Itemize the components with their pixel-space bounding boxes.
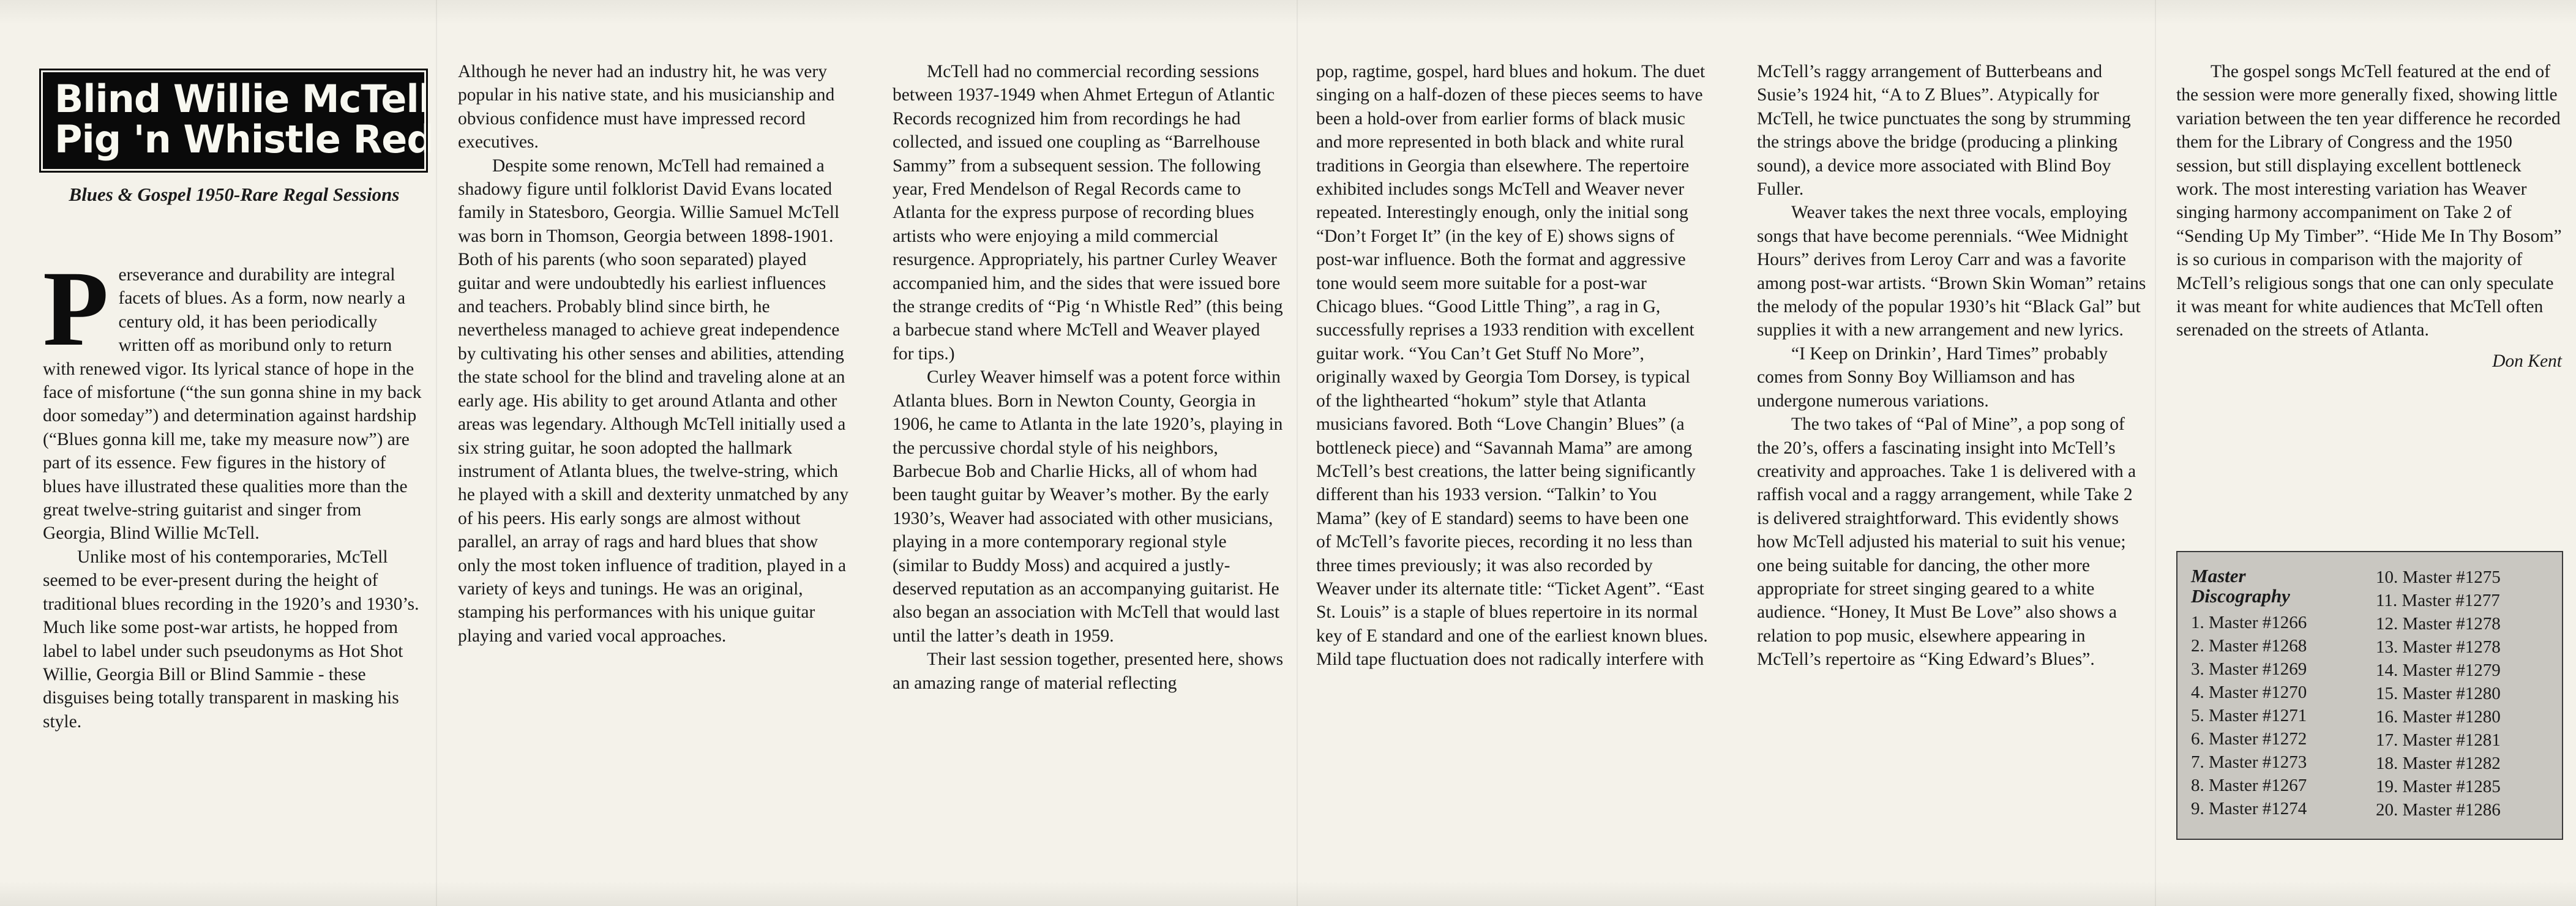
column-6 [2176, 60, 2562, 373]
discography-title-line-1: Master [2191, 565, 2246, 586]
paragraph: Their last session together, presented here, shows an amazing range of material reflecting [893, 650, 1284, 693]
discography-entry: 7. Master #1273 [2191, 752, 2307, 772]
discography-entry: 12. Master #1278 [2376, 614, 2501, 634]
discography-entry: 13. Master #1278 [2376, 637, 2501, 657]
discography-entry: 1. Master #1266 [2191, 613, 2307, 632]
paragraph: Despite some renown, McTell had remained a shadowy figure until folklorist David Evans located family in Statesboro, Georgia. Willie Samuel McTell was born in Thomson, Georgia between 1898-1901. Both of his parents (who soon separated) played guitar and were undoubtedly his earliest influences and teachers. Probably blind since birth, he nevertheless managed to achieve great independence by cultivating his other senses and abilities, attending the state school for the blind and traveling alone at an early age. His ability to get around Atlanta and other areas was legendary. Although McTell initially used a six string guitar, he soon adopted the hallmark instrument of Atlanta blues, the twelve-string, which he played with a skill and dexterity unmatched by any of his peers. His early songs are almost without parallel, an array of rags and hard blues that show only the most token influence of tradition, played in a variety of keys and tunings. He was an original, stamping his performances with his unique guitar playing and varied vocal approaches. [458, 155, 849, 646]
panel-fold [1297, 0, 1298, 906]
album-subtitle: Blues & Gospel 1950-Rare Regal Sessions [69, 184, 400, 205]
discography-entry: 4. Master #1270 [2191, 683, 2307, 702]
discography-entry: 19. Master #1285 [2376, 777, 2501, 796]
column-2 [458, 60, 850, 648]
album-title-line-2: Pig 'n Whistle Red [54, 117, 433, 162]
discography-entry: 3. Master #1269 [2191, 659, 2307, 679]
album-title-line-1: Blind Willie McTell [54, 77, 431, 121]
discography-entry: 2. Master #1268 [2191, 636, 2307, 656]
discography-entry: 18. Master #1282 [2376, 754, 2501, 773]
paragraph: McTell’s raggy arrangement of Butterbeans and Susie’s 1924 hit, “A to Z Blues”. Atypically for McTell, he twice punctuates the song by strumming the strings above the bridge (producing a plinking sound), a device more associated with Blind Boy Fuller. [1757, 62, 2131, 200]
column-4 [1316, 60, 1708, 672]
discography-list-left [2191, 611, 2375, 820]
discography-entry: 11. Master #1277 [2376, 591, 2500, 610]
discography-entry: 17. Master #1281 [2376, 730, 2501, 750]
column-3 [893, 60, 1284, 695]
paragraph [43, 249, 425, 545]
paragraph: Curley Weaver himself was a potent force within Atlanta blues. Born in Newton County, Georgia in 1906, he came to Atlanta in the late 1920’s, playing in the percussive chordal style of his neighbors, Barbecue Bob and Charlie Hicks, all of whom had been taught guitar by Weaver’s mother. By the early 1930’s, Weaver had associated with other musicians, playing in a more contemporary regional style (similar to Buddy Moss) and acquired a justly-deserved reputation as an accompanying guitarist. He also began an association with McTell that would last until the latter’s death in 1959. [893, 367, 1283, 646]
paragraph: Unlike most of his contemporaries, McTell seemed to be ever-present during the height of traditional blues recording in the 1920’s and 1930’s. Much like some post-war artists, he hopped from label to label under such pseudonyms as Hot Shot Willie, Georgia Bill or Blind Sammie - these disguises being totally transparent in masking his style. [43, 547, 419, 732]
panel-fold [2155, 0, 2156, 906]
paragraph: Although he never had an industry hit, he was very popular in his native state, and his musicianship and obvious confidence must have impressed record executives. [458, 62, 835, 152]
column-5 [1757, 60, 2149, 672]
panel-fold [436, 0, 437, 906]
paragraph: Weaver takes the next three vocals, employing songs that have become perennials. “Wee Midnight Hours” derives from Leroy Carr and was a favorite among post-war artists. “Brown Skin Woman” retains the melody of the popular 1930’s hit “Black Gal” but supplies it with a new arrangement and new lyrics. [1757, 203, 2146, 340]
album-title [43, 72, 433, 169]
paragraph: The gospel songs McTell featured at the end of the session were more generally fixed, showing little variation between the ten year difference he recorded them for the Library of Congress and the 1950 session, but still displaying excellent bottleneck work. The most interesting variation has Weaver singing harmony accompaniment on Take 2 of “Sending Up My Timber”. “Hide Me In Thy Bosom” is so curious in comparison with the majority of McTell’s religious songs that one can only speculate it was meant for white audiences that McTell often serenaded on the streets of Atlanta. [2176, 62, 2562, 340]
paragraph: “I Keep on Drinkin’, Hard Times” probably comes from Sonny Boy Williamson and has undergone numerous variations. [1757, 343, 2108, 411]
paragraph: pop, ragtime, gospel, hard blues and hokum. The duet singing on a half-dozen of these pieces seems to have been a hold-over from earlier forms of black music and more represented in both black and white rural traditions in Georgia than elsewhere. The repertoire exhibited includes songs McTell and Weaver never repeated. Interestingly enough, only the initial song “Don’t Forget It” (in the key of E) shows signs of post-war influence. Both the format and aggressive tone would seem more suitable for a post-war Chicago blues. “Good Little Thing”, a rag in G, successfully reprises a 1933 rendition with excellent guitar work. “You Can’t Get Stuff No More”, originally waxed by Georgia Tom Dorsey, is typical of the lighthearted “hokum” style that Atlanta musicians favored. Both “Love Changin’ Blues” (a bottleneck piece) and “Savannah Mama” are among McTell’s best creations, the latter being significantly different than his 1933 version. “Talkin’ to You Mama” (key of E standard) seems to have been one of McTell’s favorite pieces, recording it no less than three times previously; it was also recorded by Weaver under its alternate title: “Ticket Agent”. “East St. Louis” is a staple of blues repertoire in its normal key of E standard and one of the earliest known blues. Mild tape fluctuation does not radically interfere with [1316, 62, 1708, 670]
discography-title [2191, 566, 2362, 606]
discography-list-right [2376, 566, 2559, 822]
drop-cap: P [43, 249, 109, 369]
column-1 [43, 72, 433, 733]
discography-entry: 5. Master #1271 [2191, 706, 2307, 725]
discography-entry: 16. Master #1280 [2376, 707, 2501, 727]
paragraph: McTell had no commercial recording sessions between 1937-1949 when Ahmet Ertegun of Atlantic Records recognized him from recordings he had collected, and issued one coupling as “Barrelhouse Sammy” from a subsequent session. The following year, Fred Mendelson of Regal Records came to Atlanta for the express purpose of recording blues artists who were enjoying a mild commercial resurgence. Appropriately, his partner Curley Weaver accompanied him, and the sides that were issued bore the strange credits of “Pig ‘n Whistle Red” (this being a barbecue stand where McTell and Weaver played for tips.) [893, 62, 1283, 364]
discography-entry: 20. Master #1286 [2376, 800, 2501, 820]
paragraph-text: erseverance and durability are integral facets of blues. As a form, now nearly a century old, it has been periodically written off as moribund only to return with renewed vigor. Its lyrical stance of hope in the face of misfortune (“the sun gonna shine in my back door someday”) and determination against hardship (“Blues gonna kill me, take my measure now”) are part of its essence. Few figures in the history of blues have illustrated these qualities more than the great twelve-string guitarist and singer from Georgia, Blind Willie McTell. [43, 265, 422, 544]
discography-entry: 15. Master #1280 [2376, 684, 2501, 703]
discography-entry: 6. Master #1272 [2191, 729, 2307, 749]
discography-entry: 10. Master #1275 [2376, 567, 2501, 587]
discography-entry: 14. Master #1279 [2376, 661, 2501, 680]
paragraph: The two takes of “Pal of Mine”, a pop song of the 20’s, offers a fascinating insight into McTell’s creativity and approaches. Take 1 is delivered with a raffish vocal and a raggy arrangement, while Take 2 is delivered straightforward. This evidently shows how McTell adjusted his material to suit his venue; one being suitable for dancing, the other more appropriate for street singing geared to a white audience. “Honey, It Must Be Love” also shows a relation to pop music, elsewhere appearing in McTell’s repertoire as “King Edward’s Blues”. [1757, 414, 2136, 670]
discography-entry: 9. Master #1274 [2191, 799, 2307, 818]
discography-entry: 8. Master #1267 [2191, 776, 2307, 795]
master-discography-box [2176, 551, 2563, 840]
discography-title-line-2: Discography [2191, 585, 2290, 607]
author-byline: Don Kent [2492, 351, 2562, 371]
